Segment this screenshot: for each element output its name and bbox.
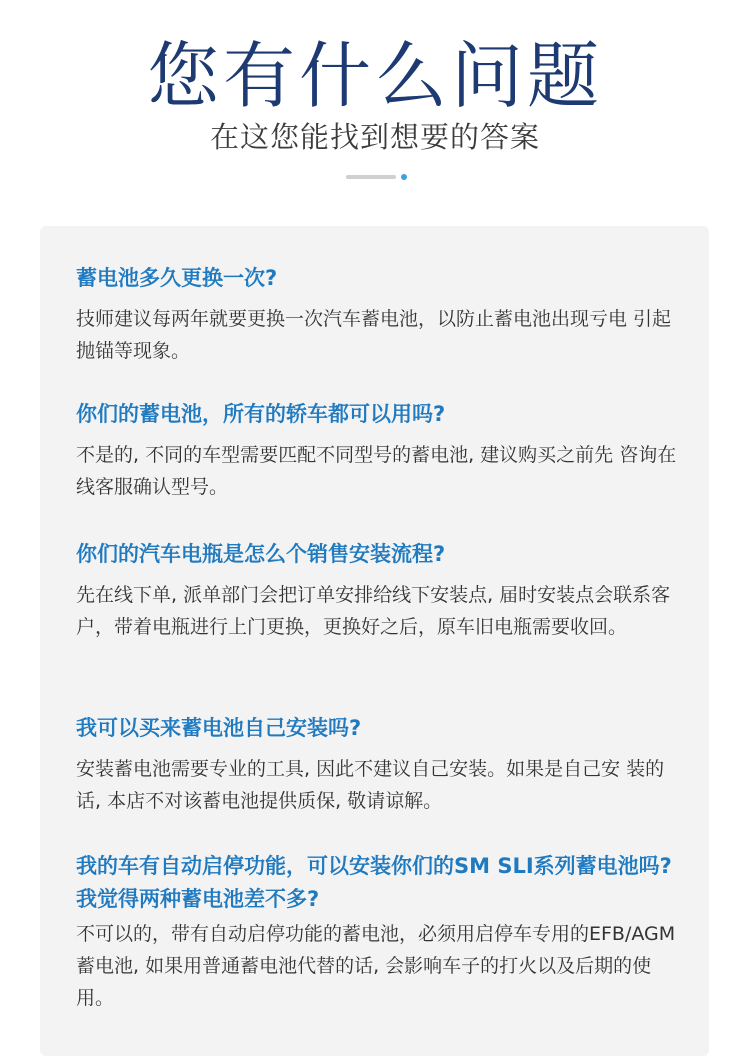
faq-answer: 安装蓄电池需要专业的工具, 因此不建议自己安装。如果是自己安 装的话, 本店不对该蓄电池提供质保, 敬请谅解。 (76, 758, 665, 812)
faq-header (0, 0, 750, 220)
divider-bar (346, 175, 396, 179)
divider-dot (401, 174, 407, 180)
faq-item (76, 850, 680, 1014)
title-divider (346, 174, 396, 180)
faq-question: 你们的汽车电瓶是怎么个销售安装流程? (76, 542, 446, 566)
page-title: 您有什么问题 (146, 34, 603, 118)
faq-item (76, 398, 680, 503)
faq-item (76, 712, 680, 817)
faq-answer: 技师建议每两年就要更换一次汽车蓄电池，以防止蓄电池出现亏电 引起抛锚等现象。 (76, 308, 672, 362)
faq-question: 我的车有自动启停功能，可以安装你们的SM SLI系列蓄电池吗?我觉得两种蓄电池差不多? (76, 854, 672, 911)
faq-answer: 不是的, 不同的车型需要匹配不同型号的蓄电池, 建议购买之前先 咨询在线客服确认型号。 (76, 444, 677, 498)
faq-question: 我可以买来蓄电池自己安装吗? (76, 716, 362, 740)
faq-answer: 先在线下单, 派单部门会把订单安排给线下安装点, 届时安装点会联系客户，带着电瓶进行上门更换，更换好之后，原车旧电瓶需要收回。 (76, 584, 671, 638)
faq-item (76, 538, 680, 643)
faq-question: 蓄电池多久更换一次? (76, 266, 278, 290)
faq-answer: 不可以的，带有自动启停功能的蓄电池，必须用启停车专用的EFB/AGM 蓄电池, 如果用普通蓄电池代替的话, 会影响车子的打火以及后期的使用。 (76, 923, 676, 1009)
faq-question: 你们的蓄电池，所有的轿车都可以用吗? (76, 402, 446, 426)
faq-item (76, 262, 680, 367)
faq-panel (40, 226, 709, 1056)
page-subtitle: 在这您能找到想要的答案 (209, 120, 540, 154)
